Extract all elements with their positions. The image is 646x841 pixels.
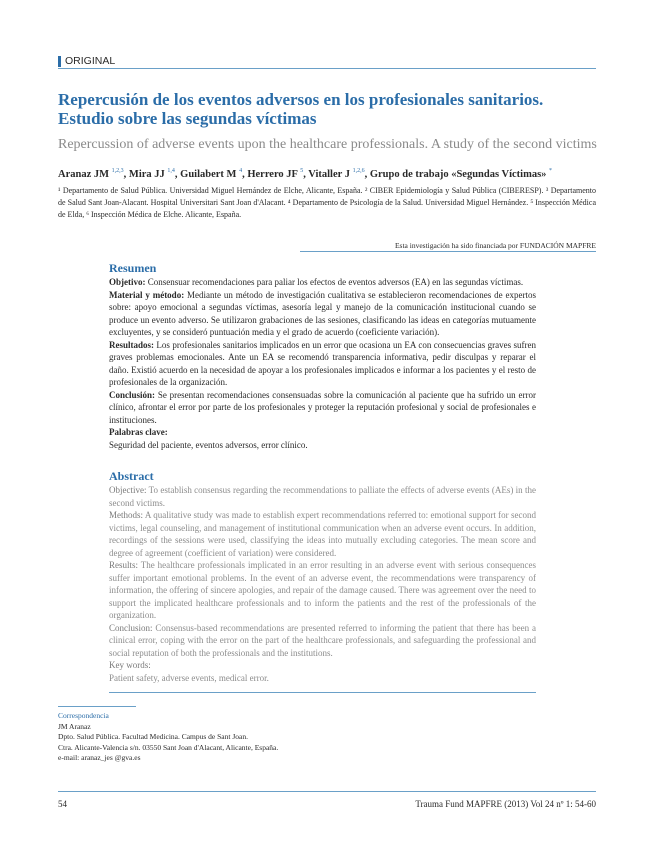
abstract-paragraph — [109, 559, 536, 622]
author-affiliation-ref: 1,2,6 — [352, 168, 365, 174]
resumen-label: Resultados: — [109, 339, 155, 350]
resumen-text: Se presentan recomendaciones consensuadas sobre la comunicación al paciente que ha sufrido un error clínico, afrontar el error por parte de los profesionales y proteger la reputación profesional y social de profesionales e instituciones. — [109, 389, 536, 425]
author — [247, 169, 308, 180]
correspondence-rule — [58, 706, 136, 707]
affiliations: ¹ Departamento de Salud Pública. Universidad Miguel Hernández de Elche, Alicante, España. ² CIBER Epidemiología y Salud Pública (CIBERESP). ³ Departamento de Salud Sant Joan-Alacant. Hospital Universitari Sant Joan d'Alacant. ⁴ Departamento de Psicología de la Salud. Universidad Miguel Hernández. ⁵ Inspección Médica de Elda, ⁶ Inspección Médica de Elche. Alicante, España. — [58, 186, 596, 219]
author-separator: , — [242, 169, 248, 180]
author-list — [58, 164, 618, 182]
correspondence-line: Dpto. Salud Pública. Facultad Medicina. Campus de Sant Joan. — [58, 732, 248, 741]
author-separator: , — [364, 169, 370, 180]
abstract-label: Methods: — [109, 510, 144, 520]
author-name: Herrero JF — [247, 169, 298, 180]
correspondence-email: e-mail: aranaz_jes @gva.es — [58, 753, 141, 762]
title-english: Repercussion of adverse events upon the healthcare professionals. A study of the second victims — [58, 137, 597, 152]
resumen-label: Conclusión: — [109, 389, 156, 400]
author-affiliation-ref: * — [549, 168, 553, 174]
author-affiliation-ref: 4 — [239, 168, 243, 174]
abstract-keywords-label: Key words: — [109, 660, 151, 670]
resumen-text: Mediante un método de investigación cualitativa se establecieron recomendaciones de expertos sobre: apoyo emocional a segundas víctimas, asesoría legal y manejo de la comunicación institucional cuando se produce un evento adverso. Se utilizaron grabaciones de las sesiones, clasificando las ideas en categorías mutuamente excluyentes, y se consideró puntuación media y el grado de acuerdo (coeficiente variación). — [109, 289, 536, 337]
author-affiliation-ref: 1,4 — [167, 168, 175, 174]
resumen-label: Objetivo: — [109, 277, 146, 287]
page-number: 54 — [58, 799, 67, 809]
resumen-paragraph — [109, 289, 536, 339]
abstract-label: Conclusion: — [109, 622, 153, 633]
title-spanish: Repercusión de los eventos adversos en los profesionales sanitarios. Estudio sobre las segundas víctimas — [58, 90, 544, 128]
correspondence-line: JM Aranaz — [58, 721, 91, 731]
footer-rule — [58, 791, 596, 792]
author-name: Guilabert M — [180, 169, 237, 180]
header-rule — [58, 68, 596, 69]
section-marker — [58, 56, 61, 67]
abstract-end-rule — [109, 692, 536, 693]
abstract-label: Results: — [109, 560, 139, 570]
resumen-heading: Resumen — [109, 261, 157, 275]
resumen-text: Consensuar recomendaciones para paliar los efectos de eventos adversos (EA) en las segundas víctimas. — [145, 277, 524, 287]
resumen-keywords: Seguridad del paciente, eventos adversos, error clínico. — [109, 439, 308, 450]
resumen-paragraph — [109, 276, 536, 289]
author-affiliation-ref: 1,2,3 — [111, 168, 124, 174]
author-separator: , — [174, 169, 181, 180]
correspondence-line: Ctra. Alicante-Valencia s/n. 03550 Sant Joan d'Alacant, Alicante, España. — [58, 742, 279, 752]
author — [370, 169, 552, 180]
resumen-paragraph — [109, 389, 536, 427]
author-name: Vitaller J — [308, 169, 350, 180]
journal-citation: Trauma Fund MAPFRE (2013) Vol 24 nº 1: 54-60 — [415, 799, 596, 809]
abstract-text: Consensus-based recommendations are presented referred to informing the patient that there has been a clinical error, coping with the error on the part of the healthcare professionals, and safeguarding the professional and social reputation of both the professionals and the institutions. — [109, 622, 536, 658]
author-name: Grupo de trabajo «Segundas Víctimas» — [369, 169, 547, 180]
abstract-section — [109, 469, 536, 684]
correspondence — [58, 711, 278, 764]
author-name: Mira JJ — [128, 169, 165, 180]
author-affiliation-ref: 5 — [300, 168, 304, 174]
abstract-text: The healthcare professionals implicated in an error resulting in an adverse event with serious consequences suffer important emotional problems. In the event of an adverse event, the recommendations were transparency of information, the offering of sincere apologies, and repair of the damage caused. There was agreement over the need to support the implicated healthcare professionals and to inform the patients and the rest of the professionals of the organization. — [109, 560, 536, 620]
abstract-text: A qualitative study was made to establish expert recommendations referred to: emotional support for second victims, legal counseling, and management of institutional communication when an adverse event occurs. In addition, recordings of the sessions were used, classifying the ideas into mutually excluding categories. The mean score and degree of agreement (coefficient of variation) were considered. — [109, 510, 536, 558]
funding-note: Esta investigación ha sido financiada por FUNDACIÓN MAPFRE — [394, 241, 596, 250]
author — [180, 169, 247, 180]
section-label-text: ORIGINAL — [65, 55, 116, 67]
resumen-text: Los profesionales sanitarios implicados en un error que ocasiona un EA con consecuencias graves sufren graves problemas emocionales. Ante un EA se recomendó transparencia informativa, pedir disculpas y reparar el daño. Existió acuerdo en la necesidad de apoyar a los profesionales implicados e informar a los pacientes y el resto de profesionales de la organización. — [109, 339, 536, 387]
author-separator: , — [123, 169, 129, 180]
abstract-text: To establish consensus regarding the recommendations to palliate the effects of adverse events (AEs) in the second victims. — [109, 485, 536, 508]
author-separator: , — [303, 169, 309, 180]
author — [129, 169, 180, 180]
author — [308, 169, 370, 180]
resumen-paragraph — [109, 339, 536, 389]
abstract-paragraph — [109, 622, 536, 660]
abstract-paragraph — [109, 509, 536, 559]
correspondence-heading: Correspondencia — [58, 711, 109, 720]
resumen-section — [109, 261, 536, 451]
abstract-label: Objective: — [109, 485, 147, 495]
abstract-paragraph — [109, 484, 536, 509]
funding-rule — [300, 251, 596, 252]
resumen-label: Material y método: — [109, 289, 185, 300]
abstract-heading: Abstract — [109, 469, 154, 483]
section-label — [58, 55, 115, 67]
author — [58, 169, 129, 180]
resumen-keywords-label: Palabras clave: — [109, 427, 168, 437]
author-name: Aranaz JM — [58, 169, 110, 180]
abstract-keywords: Patient safety, adverse events, medical error. — [109, 672, 269, 683]
